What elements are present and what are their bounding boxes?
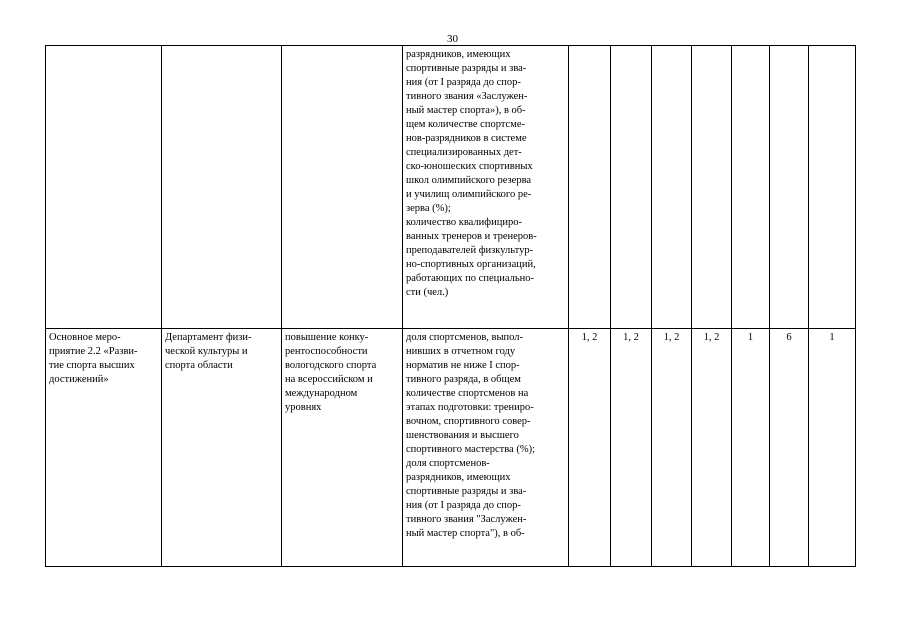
value-cell: 1, 2 (611, 329, 652, 567)
event-cell (46, 46, 162, 329)
table-row (46, 329, 856, 567)
indicators-cell: доля спортсменов, выпол- нивших в отчетном году норматив не ниже I спор- тивного разряда, в общем количестве спортсменов на этапах подготовки: трениро- вочном, спортивного совер- шенствования и высшего спортивного мастерства (%); доля спортсменов- разрядников, имеющих спортивные разряды и зва- ния (от I разряда до спор- тивного звания "Заслужен- ный мастер спорта"), в об- (403, 329, 569, 567)
value-cell: 1, 2 (652, 329, 692, 567)
page-number: 30 (447, 33, 458, 45)
value-cell: 1, 2 (569, 329, 611, 567)
value-cell: 6 (770, 329, 809, 567)
value-cell (770, 46, 809, 329)
value-cell (652, 46, 692, 329)
value-cell (569, 46, 611, 329)
executor-cell (162, 46, 282, 329)
value-cell (809, 46, 856, 329)
value-cell (732, 46, 770, 329)
table-row (46, 46, 856, 329)
goal-cell (282, 46, 403, 329)
indicators-cell: разрядников, имеющих спортивные разряды и зва- ния (от I разряда до спор- тивного звания «Заслужен- ный мастер спорта»), в об- щем количестве спортсме- нов-разрядников в системе специализированных дет- ско-юношеских спортивных школ олимпийского резерва и училищ олимпийского ре- зерва (%); количество квалифициро- ванных тренеров и тренеров- преподавателей физкультур- но-спортивных организаций, работающих по специально- сти (чел.) (403, 46, 569, 329)
value-cell (692, 46, 732, 329)
program-table (45, 45, 856, 567)
goal-cell: повышение конку- рентоспособности вологодского спорта на всероссийском и международном уровнях (282, 329, 403, 567)
value-cell: 1 (732, 329, 770, 567)
value-cell: 1 (809, 329, 856, 567)
value-cell (611, 46, 652, 329)
value-cell: 1, 2 (692, 329, 732, 567)
executor-cell: Департамент физи- ческой культуры и спорта области (162, 329, 282, 567)
event-cell: Основное меро- приятие 2.2 «Разви- тие спорта высших достижений» (46, 329, 162, 567)
